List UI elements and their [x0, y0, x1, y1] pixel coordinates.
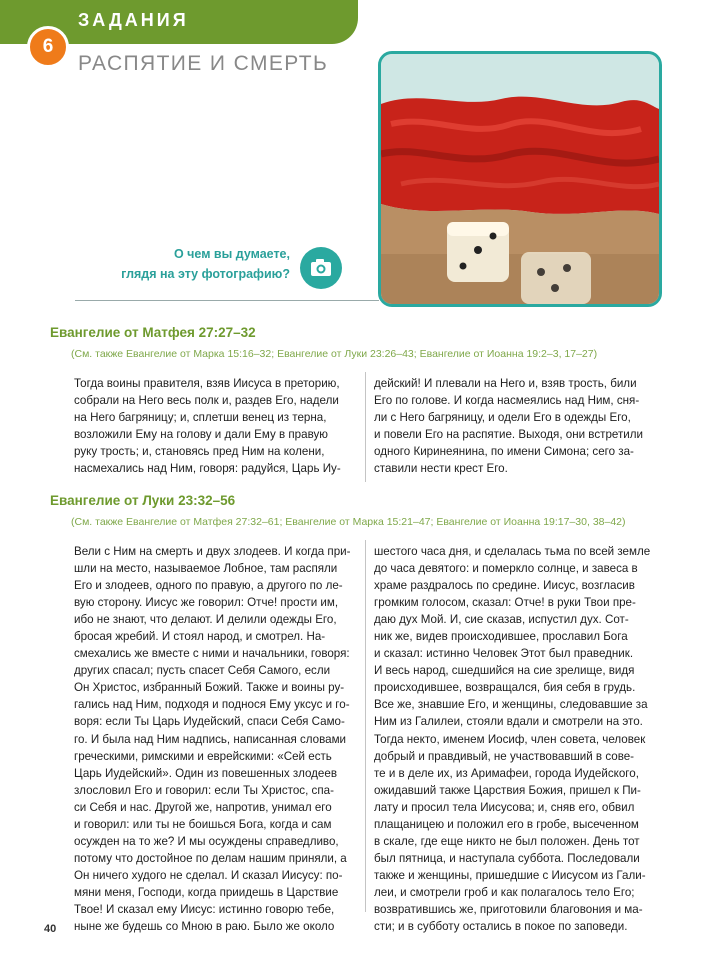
- text-line: был пятница, и наступала суббота. Последовали: [374, 851, 640, 865]
- text-line: го. И была над Ним надпись, написанная словами: [74, 732, 347, 746]
- text-line: те и в деле их, из Аримафеи, города Иудейского,: [374, 766, 639, 780]
- text-line: И весь народ, сшедшийся на сие зрелище, видя: [374, 664, 635, 678]
- text-line: смехались же вместе с ними и начальники, говоря:: [74, 647, 350, 661]
- text-line: бросая жребий. И стоял народ, и смотрел. На-: [74, 630, 326, 644]
- text-line: ник же, видев происходившее, прославил Бога: [374, 630, 628, 644]
- section2-reference: (См. также Евангелие от Матфея 27:32–61; Евангелие от Марка 15:21–47; Евангелие от Иоанна 19:17–30, 38–42): [71, 516, 626, 528]
- text-line: Ним из Галилеи, стояли вдали и смотрели на это.: [374, 715, 643, 729]
- text-line: и повели Его на распятие. Выходя, они встретили: [374, 428, 643, 442]
- text-line: происходившее, возвращался, бия себя в грудь.: [374, 681, 636, 695]
- text-line: Его и злодеев, одного по правую, а другого по ле-: [74, 579, 343, 593]
- text-line: потому что достойное по делам нашим приняли, а: [74, 851, 347, 865]
- text-line: возвратившись же, приготовили благовония и ма-: [374, 902, 643, 916]
- text-line: и говорил: или ты не боишься Бога, когда и сам: [74, 817, 332, 831]
- text-line: добрый и правдивый, не участвовавший в сове-: [374, 749, 635, 763]
- text-line: руку трость; и, становясь пред Ним на колени,: [74, 445, 325, 459]
- text-line: ныне же будешь со Мною в раю. Было же около: [74, 920, 335, 934]
- text-line: Вели с Ним на смерть и двух злодеев. И когда при-: [74, 545, 351, 558]
- die-back: [521, 252, 591, 304]
- text-line: леи, и смотрели гроб и как полагалось тело Его;: [374, 885, 635, 899]
- photo-question-line1: О чем вы думаете,: [173, 247, 290, 261]
- text-line: Все же, знавшие Его, и женщины, следовавшие за: [374, 698, 648, 712]
- text-line: возложили Ему на голову и дали Ему в правую: [74, 428, 328, 442]
- text-line: Он Христос, избранный Божий. Также и воины ру-: [74, 681, 345, 695]
- text-line: Царь Иудейский». Один из повешенных злодеев: [74, 766, 337, 780]
- text-line: громким голосом, сказал: Отче! в руки Твои пре-: [374, 596, 636, 610]
- text-line: и сказал: истинно Человек Этот был праведник.: [374, 647, 634, 661]
- text-line: шестого часа дня, и сделалась тьма по всей земле: [374, 545, 651, 558]
- text-line: лату и просил тела Иисусова; и, сняв его, обвил: [374, 800, 635, 814]
- text-line: гались над Ним, подходя и поднося Ему уксус и го-: [74, 698, 350, 712]
- text-line: Его по голове. И когда насмеялись над Ним, сня-: [374, 394, 640, 408]
- section1-title: Евангелие от Матфея 27:27–32: [50, 325, 256, 340]
- text-line: Тогда некто, именем Иосиф, член совета, человек: [374, 732, 646, 746]
- text-line: на Него багряницу; и, сплетши венец из терна,: [74, 411, 327, 425]
- lesson-title: РАСПЯТИЕ И СМЕРТЬ: [78, 52, 329, 75]
- text-line: в скале, где еще никто не был положен. День тот: [374, 834, 640, 848]
- text-line: Твое! И сказал ему Иисус: истинно говорю тебе,: [74, 902, 335, 916]
- text-line: плащаницею и положил его в гробе, высеченном: [374, 817, 639, 831]
- text-line: си Себя и нас. Другой же, напротив, унимал его: [74, 800, 332, 814]
- text-line: злословил Его и говорил: если Ты Христос, спа-: [74, 783, 334, 797]
- photo-question-line2: глядя на эту фотографию?: [121, 267, 290, 281]
- text-line: греческими, римскими и еврейскими: «Сей есть: [74, 749, 332, 763]
- lesson-number-badge: 6: [27, 26, 69, 68]
- text-line: ибо не знают, что делают. И делили одежды Его,: [74, 613, 337, 627]
- text-line: ожидавший также Царствия Божия, пришел к Пи-: [374, 783, 641, 797]
- section1-right-column: [374, 375, 643, 477]
- section2-left-column: [74, 543, 351, 935]
- text-line: Он ничего худого не сделал. И сказал Иисусу: по-: [74, 868, 343, 882]
- text-line: осужден на то же? И мы осуждены справедливо,: [74, 834, 339, 848]
- text-line: мяни меня, Господи, когда приидешь в Царствие: [74, 885, 339, 899]
- divider-line: [75, 300, 379, 301]
- text-line: до часа девятого: и померкло солнце, и завеса в: [374, 562, 638, 576]
- tab-label: ЗАДАНИЯ: [78, 10, 189, 30]
- text-line: дейский! И плевали на Него и, взяв трость, били: [374, 377, 637, 390]
- text-line: ставили нести крест Его.: [374, 462, 508, 476]
- text-line: также и женщины, пришедшие с Иисусом из Гали-: [374, 868, 646, 882]
- page-number: 40: [44, 923, 57, 935]
- text-line: одного Киринеянина, по имени Симона; сего за-: [374, 445, 634, 459]
- camera-icon: [300, 247, 342, 289]
- text-line: других спасал; пусть спасет Себя Самого, если: [74, 664, 331, 678]
- section2-title: Евангелие от Луки 23:32–56: [50, 493, 236, 508]
- text-line: храме раздралось по средине. Иисус, возгласив: [374, 579, 635, 593]
- section1-left-column: [74, 375, 341, 477]
- photo-question: [110, 244, 290, 284]
- text-line: шли на место, называемое Лобное, там распяли: [74, 562, 338, 576]
- die-front: [447, 222, 509, 282]
- text-line: воря: если Ты Царь Иудейский, спаси Себя Само-: [74, 715, 345, 729]
- text-line: сти; и в субботу остались в покое по заповеди.: [374, 920, 628, 934]
- dice-photo: [378, 51, 662, 307]
- section1-reference: (См. также Евангелие от Марка 15:16–32; Евангелие от Луки 23:26–43; Евангелие от Иоанна 19:2–3, 17–27): [71, 348, 598, 360]
- text-line: насмехались над Ним, говоря: радуйся, Царь Иу-: [74, 462, 341, 476]
- section2-right-column: [374, 543, 650, 935]
- text-line: собрали на Него весь полк и, раздев Его, надели: [74, 394, 339, 408]
- column-divider: [365, 372, 366, 482]
- text-line: вую сторону. Иисус же говорил: Отче! прости им,: [74, 596, 339, 610]
- text-line: Тогда воины правителя, взяв Иисуса в преторию,: [74, 377, 340, 390]
- column-divider: [365, 540, 366, 912]
- text-line: ли с Него багряницу, и одели Его в одежды Его,: [374, 411, 631, 425]
- text-line: даю дух Мой. И, сие сказав, испустил дух. Сот-: [374, 613, 629, 627]
